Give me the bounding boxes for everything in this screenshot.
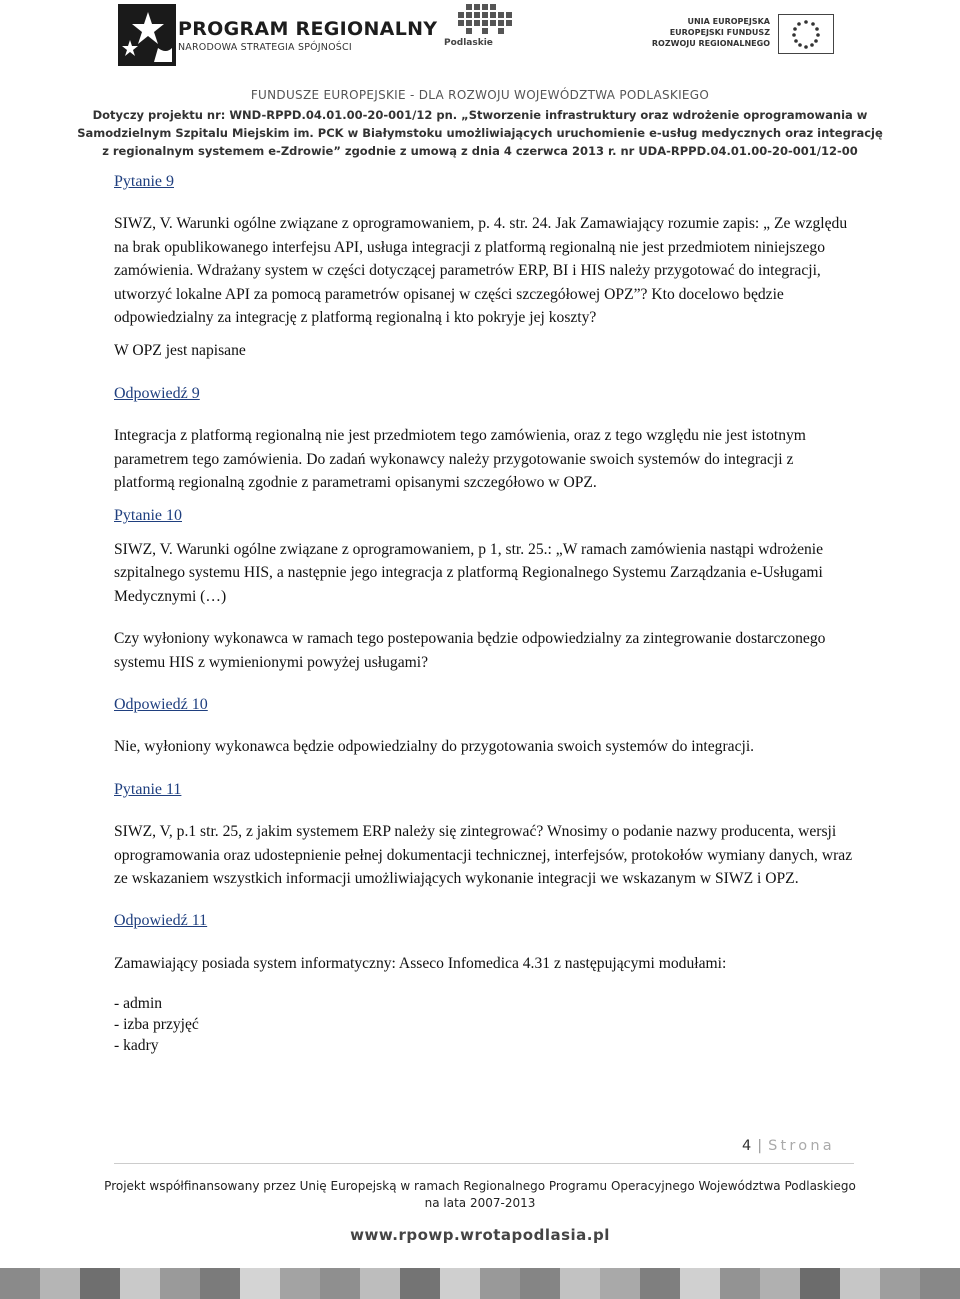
star-emblem-icon xyxy=(118,4,176,66)
stripe-segment xyxy=(40,1268,80,1299)
list-item: - admin xyxy=(114,995,163,1013)
stripe-segment xyxy=(360,1268,400,1299)
project-line-1: Dotyczy projektu nr: WND-RPPD.04.01.00-20-001/12 pn. „Stworzenie infrastruktury oraz wdrożenie oprogramowania w xyxy=(92,108,868,122)
program-subtitle: NARODOWA STRATEGIA SPÓJNOŚCI xyxy=(178,42,352,53)
question-9-text: SIWZ, V. Warunki ogólne związane z oprogramowaniem, p. 4. str. 24. Jak Zamawiający rozumie zapis: „ Ze względu na brak opublikowanego interfejsu API, usługa integracji z platformą regionalną nie jest przedmiotem niniejszego zamówienia. Wdrażany system w części dotyczącej parametrów ERP, BI i HIS należy przygotować do integracji, utworzyć lokalne API za pomocą parametrów opisanej w części szczegółowej OPZ”? Kto docelowo będzie odpowiedzialny za integrację z platformą regionalną i kto pokryje jej koszty? xyxy=(114,215,848,327)
page-number-value: 4 xyxy=(742,1138,752,1154)
financing-note xyxy=(0,1178,960,1212)
eu-line-3: ROZWOJU REGIONALNEGO xyxy=(651,39,770,48)
header-logos xyxy=(0,0,960,80)
eu-text xyxy=(650,16,770,49)
answer-10-text: Nie, wyłoniony wykonawca będzie odpowiedzialny do przygotowania swoich systemów do integracji. xyxy=(114,738,755,756)
stripe-segment xyxy=(720,1268,760,1299)
program-regionalny-logo xyxy=(118,4,438,66)
stripe-segment xyxy=(920,1268,960,1299)
document-body xyxy=(114,170,854,1056)
stripe-segment xyxy=(800,1268,840,1299)
eu-logo xyxy=(650,14,850,54)
answer-11-text: Zamawiający posiada system informatyczny: Asseco Infomedica 4.31 z następującymi modułami: xyxy=(114,954,727,972)
stripe-segment xyxy=(640,1268,680,1299)
stripe-segment xyxy=(760,1268,800,1299)
question-9-heading: Pytanie 9 xyxy=(114,173,174,190)
eu-line-2: EUROPEJSKI FUNDUSZ xyxy=(669,28,770,37)
stripe-segment xyxy=(400,1268,440,1299)
stripe-segment xyxy=(480,1268,520,1299)
stripe-segment xyxy=(320,1268,360,1299)
question-10-text-2: Czy wyłoniony wykonawca w ramach tego postepowania będzie odpowiedzialny za zintegrowanie dostarczonego systemu HIS z wymienionymi powyżej usługami? xyxy=(114,630,826,671)
stripe-segment xyxy=(520,1268,560,1299)
project-line-3: z regionalnym systemem e-Zdrowie” zgodnie z umową z dnia 4 czerwca 2013 r. nr UDA-RPPD.04.01.00-20-001/12-00 xyxy=(102,144,858,158)
stripe-segment xyxy=(0,1268,40,1299)
list-item: - kadry xyxy=(114,1036,159,1054)
stripe-segment xyxy=(240,1268,280,1299)
stripe-segment xyxy=(280,1268,320,1299)
page-word: Strona xyxy=(768,1138,835,1154)
project-info xyxy=(0,106,960,160)
answer-9-heading: Odpowiedź 9 xyxy=(114,384,200,402)
financing-line-2: na lata 2007-2013 xyxy=(424,1196,536,1210)
stripe-segment xyxy=(600,1268,640,1299)
question-9-note: W OPZ jest napisane xyxy=(114,342,246,360)
page-separator: | xyxy=(757,1138,763,1154)
page-number xyxy=(742,1138,835,1154)
eu-line-1: UNIA EUROPEJSKA xyxy=(687,17,770,26)
fund-line: FUNDUSZE EUROPEJSKIE - DLA ROZWOJU WOJEWÓDZTWA PODLASKIEGO xyxy=(250,88,710,102)
stripe-segment xyxy=(160,1268,200,1299)
stripe-segment xyxy=(680,1268,720,1299)
answer-10-heading: Odpowiedź 10 xyxy=(114,695,208,713)
footer-stripes xyxy=(0,1268,960,1299)
podlaskie-label: Podlaskie xyxy=(444,38,493,48)
program-title: PROGRAM REGIONALNY xyxy=(178,18,438,40)
project-line-2: Samodzielnym Szpitalu Miejskim im. PCK w Białymstoku umożliwiających uruchomienie e-usług medycznych oraz integrację xyxy=(77,126,883,140)
module-list xyxy=(114,994,854,1056)
stripe-segment xyxy=(560,1268,600,1299)
stripe-segment xyxy=(440,1268,480,1299)
question-10-text: SIWZ, V. Warunki ogólne związane z oprogramowaniem, p 1, str. 25.: „W ramach zamówienia nastąpi wdrożenie szpitalnego systemu HIS, a następnie jego integracja z platformą Regionalnego Systemu Zarządzania e-Usługami Medycznymi (…) xyxy=(114,540,824,605)
stripe-segment xyxy=(200,1268,240,1299)
stripe-segment xyxy=(880,1268,920,1299)
question-11-heading: Pytanie 11 xyxy=(114,780,182,798)
financing-line-1: Projekt współfinansowany przez Unię Europejską w ramach Regionalnego Programu Operacyjnego Województwa Podlaskiego xyxy=(104,1179,856,1193)
question-11-text: SIWZ, V, p.1 str. 25, z jakim systemem ERP należy się zintegrować? Wnosimy o podanie nazwy producenta, wersji oprogramowania oraz udostepnienie pełnej dokumentacji technicznej, interfejsów, protokołów wymiany danych, wraz ze wskazaniem wszystkich informacji umożliwiających wykonanie integracji we wskazanym w SIWZ i OPZ. xyxy=(114,823,853,887)
stripe-segment xyxy=(80,1268,120,1299)
stripe-segment xyxy=(120,1268,160,1299)
answer-11-heading: Odpowiedź 11 xyxy=(114,912,208,930)
question-10-heading: Pytanie 10 xyxy=(114,507,182,525)
answer-9-text: Integracja z platformą regionalną nie jest przedmiotem tego zamówienia, oraz z tego względu nie jest istotnym parametrem tego zamówienia. Do zadań wykonawcy należy przygotowanie swoich systemów do integracji z platformą regionalną zgodnie z parametrami opisanymi szczegółowo w OPZ. xyxy=(114,427,806,492)
footer-divider xyxy=(114,1163,854,1164)
list-item: - izba przyjęć xyxy=(114,1015,199,1033)
website-link: www.rpowp.wrotapodlasia.pl xyxy=(350,1226,610,1244)
stripe-segment xyxy=(840,1268,880,1299)
eu-flag-icon xyxy=(778,14,834,54)
